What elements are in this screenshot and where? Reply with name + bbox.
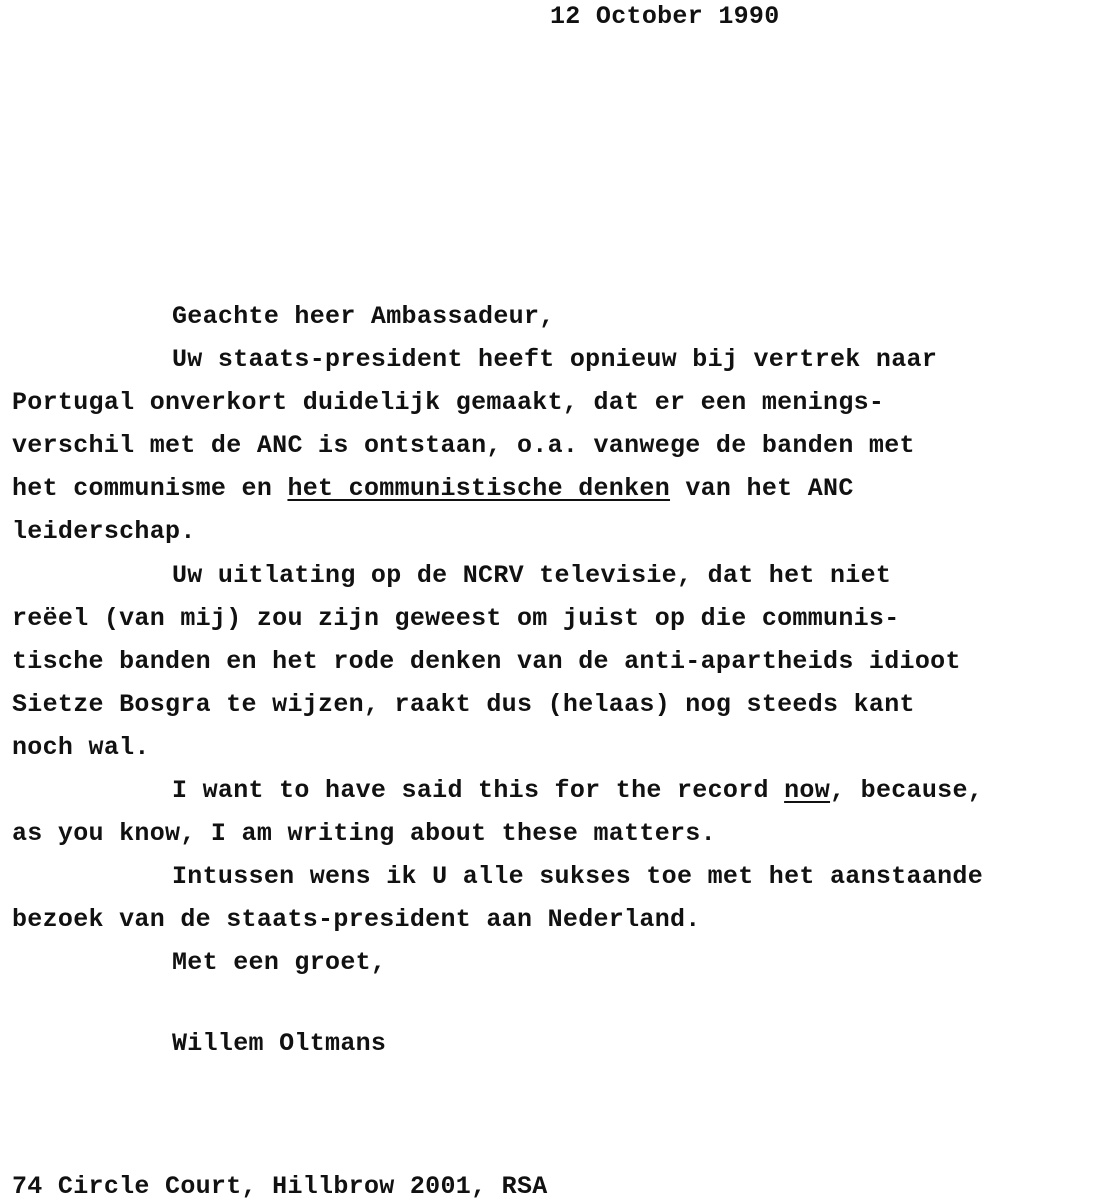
paragraph-2-line-5: noch wal.: [12, 733, 150, 762]
letter-date: 12 October 1990: [550, 2, 780, 31]
salutation: Geachte heer Ambassadeur,: [172, 302, 555, 331]
paragraph-1-line-4: [12, 474, 854, 504]
sender-address: 74 Circle Court, Hillbrow 2001, RSA: [12, 1172, 548, 1201]
paragraph-2-line-3: tische banden en het rode denken van de anti-apartheids idioot: [12, 647, 961, 676]
paragraph-1-line-5: leiderschap.: [12, 517, 196, 546]
paragraph-1-line-1: Uw staats-president heeft opnieuw bij vertrek naar: [172, 345, 938, 374]
paragraph-1-line-3: verschil met de ANC is ontstaan, o.a. vanwege de banden met: [12, 431, 915, 460]
paragraph-2-line-1: Uw uitlating op de NCRV televisie, dat het niet: [172, 561, 892, 590]
paragraph-4-line-1: Intussen wens ik U alle sukses toe met het aanstaande: [172, 862, 984, 891]
signature-name: Willem Oltmans: [172, 1029, 387, 1058]
p1-l4-start: het communisme en: [12, 474, 288, 503]
paragraph-3-line-1: [172, 776, 983, 806]
paragraph-3-line-2: as you know, I am writing about these matters.: [12, 819, 716, 848]
p3-l1-start: I want to have said this for the record: [172, 776, 785, 805]
paragraph-2-line-4: Sietze Bosgra te wijzen, raakt dus (helaas) nog steeds kant: [12, 690, 915, 719]
underlined-phrase: het communistische denken: [287, 474, 671, 503]
closing: Met een groet,: [172, 948, 387, 977]
paragraph-1-line-2: Portugal onverkort duidelijk gemaakt, dat er een menings-: [12, 388, 885, 417]
underlined-word-now: now: [784, 776, 831, 805]
paragraph-2-line-2: reëel (van mij) zou zijn geweest om juist op die communis-: [12, 604, 900, 633]
paragraph-4-line-2: bezoek van de staats-president aan Nederland.: [12, 905, 701, 934]
p1-l4-end: van het ANC: [670, 474, 854, 503]
p3-l1-end: , because,: [830, 776, 984, 805]
